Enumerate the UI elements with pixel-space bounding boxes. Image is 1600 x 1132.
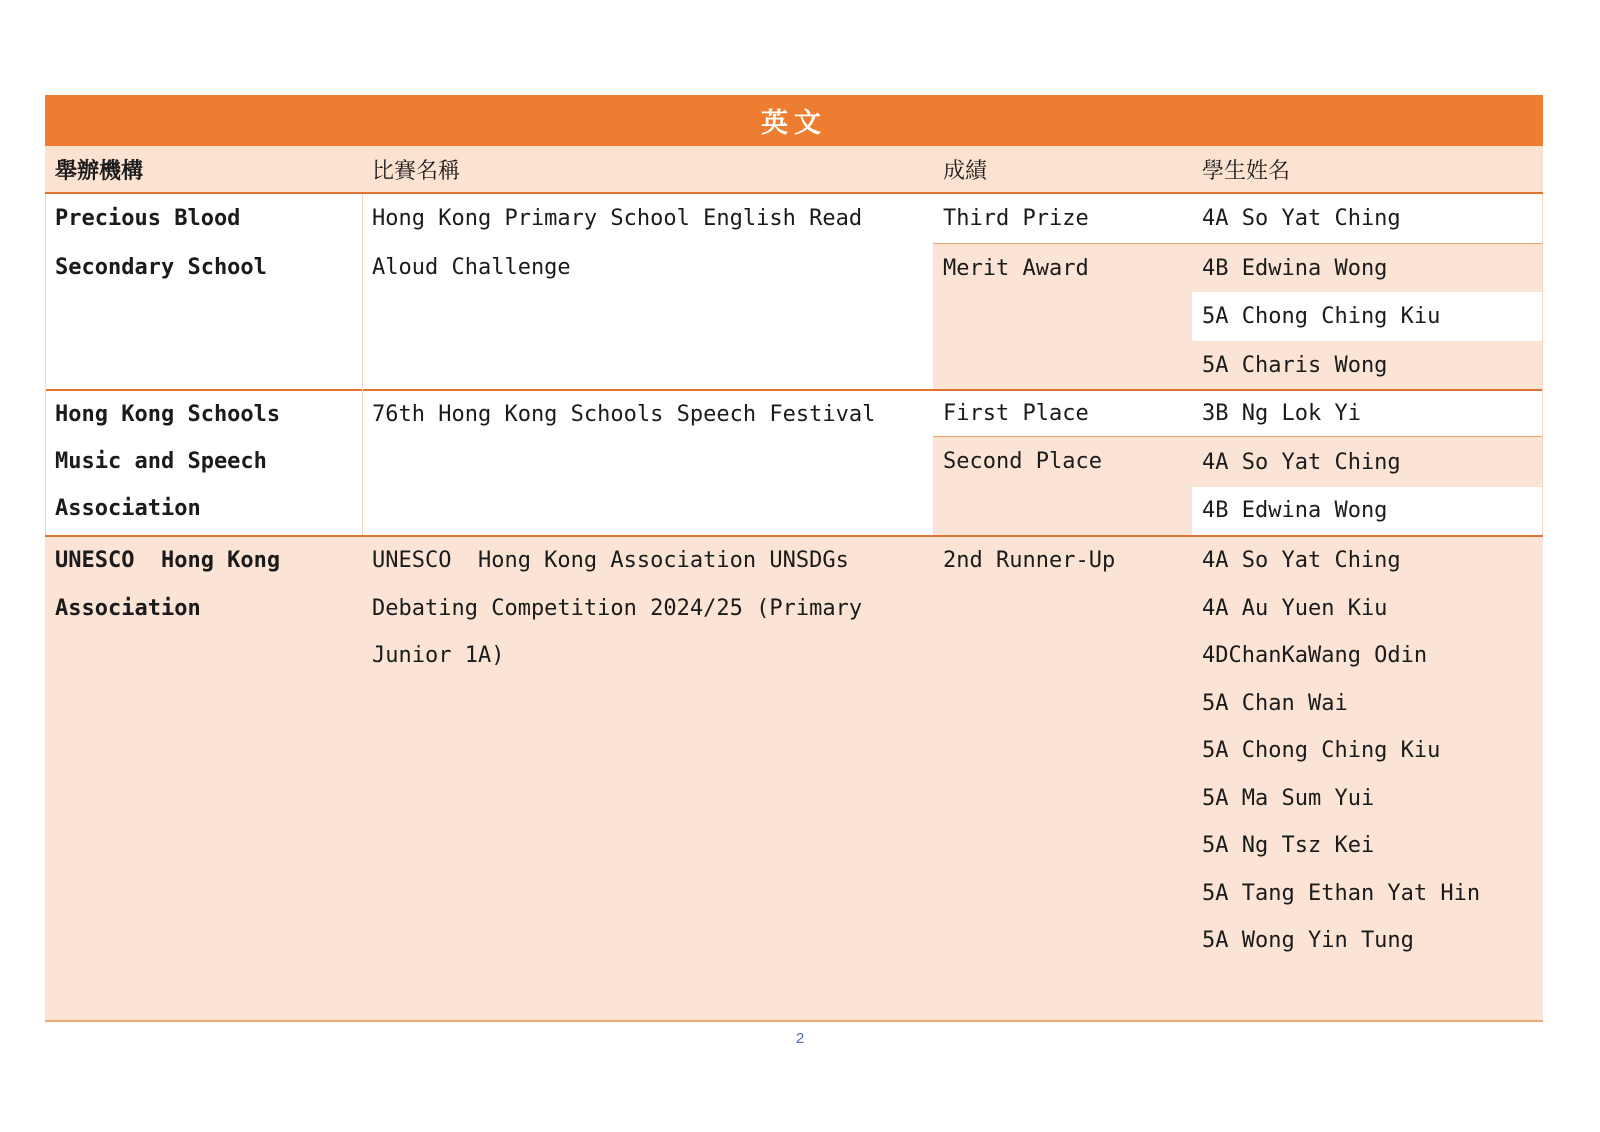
student-name: 4B Edwina Wong bbox=[1202, 255, 1388, 281]
competition-line: Debating Competition 2024/25 (Primary bbox=[372, 595, 863, 621]
competition-cell bbox=[362, 537, 933, 697]
awards-table bbox=[45, 95, 1543, 1022]
award-label: Second Place bbox=[943, 448, 1102, 474]
student-name: 4A So Yat Ching bbox=[1202, 548, 1401, 574]
student-cell bbox=[1192, 537, 1543, 977]
student-name: 5A Chan Wai bbox=[1202, 690, 1348, 716]
organizer-line: Secondary School bbox=[55, 255, 267, 280]
student-cell bbox=[1192, 292, 1543, 341]
column-header-result: 成績 bbox=[943, 158, 988, 184]
organizer-line: Music and Speech bbox=[55, 449, 267, 474]
award-cell bbox=[933, 537, 1192, 597]
column-separator bbox=[1542, 194, 1543, 535]
organizer-line: Hong Kong Schools bbox=[55, 402, 281, 427]
competition-line: Aloud Challenge bbox=[372, 255, 571, 280]
competition-line: Junior 1A) bbox=[372, 643, 505, 669]
award-label: Merit Award bbox=[943, 256, 1089, 281]
column-header-competition: 比賽名稱 bbox=[372, 158, 461, 184]
organizer-line: Association bbox=[55, 496, 201, 521]
student-name: 5A Charis Wong bbox=[1202, 352, 1388, 378]
column-header-row bbox=[45, 146, 1543, 192]
student-name: 5A Chong Ching Kiu bbox=[1202, 304, 1441, 329]
student-name: 5A Ng Tsz Kei bbox=[1202, 833, 1375, 859]
organizer-cell bbox=[45, 537, 362, 657]
page-number: 2 bbox=[795, 1030, 805, 1047]
student-cell bbox=[1192, 391, 1543, 436]
competition-cell bbox=[362, 194, 933, 389]
student-name: 5A Tang Ethan Yat Hin bbox=[1202, 880, 1481, 906]
column-header-student: 學生姓名 bbox=[1202, 158, 1291, 184]
student-name: 4B Edwina Wong bbox=[1202, 498, 1388, 523]
award-cell bbox=[933, 436, 1192, 535]
student-cell bbox=[1192, 243, 1543, 292]
organizer-line: Association bbox=[55, 595, 201, 621]
competition-line: UNESCO Hong Kong Association UNSDGs bbox=[372, 548, 849, 574]
organizer-line: UNESCO Hong Kong bbox=[55, 548, 281, 574]
student-name: 5A Chong Ching Kiu bbox=[1202, 738, 1441, 764]
organizer-cell bbox=[45, 194, 362, 389]
award-cell bbox=[933, 391, 1192, 436]
student-cell bbox=[1192, 436, 1543, 487]
table-title: 英文 bbox=[45, 95, 1543, 146]
competition-line: Hong Kong Primary School English Read bbox=[372, 206, 863, 231]
column-separator bbox=[45, 194, 46, 535]
award-label: First Place bbox=[943, 401, 1089, 426]
student-cell bbox=[1192, 341, 1543, 389]
award-cell bbox=[933, 243, 1192, 389]
column-header-organizer: 舉辦機構 bbox=[55, 158, 144, 184]
student-cell bbox=[1192, 487, 1543, 535]
column-separator bbox=[362, 194, 363, 535]
student-name: 3B Ng Lok Yi bbox=[1202, 401, 1361, 426]
award-label: 2nd Runner-Up bbox=[943, 548, 1116, 574]
competition-line: 76th Hong Kong Schools Speech Festival bbox=[372, 402, 876, 427]
student-name: 5A Ma Sum Yui bbox=[1202, 785, 1375, 811]
organizer-cell bbox=[45, 391, 362, 535]
student-name: 5A Wong Yin Tung bbox=[1202, 928, 1414, 954]
student-cell bbox=[1192, 194, 1543, 243]
student-name: 4A Au Yuen Kiu bbox=[1202, 595, 1388, 621]
award-label: Third Prize bbox=[943, 206, 1089, 231]
award-cell bbox=[933, 194, 1192, 243]
student-name: 4DChanKaWang Odin bbox=[1202, 643, 1428, 669]
competition-cell bbox=[362, 391, 933, 535]
student-name: 4A So Yat Ching bbox=[1202, 206, 1401, 231]
student-name: 4A So Yat Ching bbox=[1202, 449, 1401, 475]
organizer-line: Precious Blood bbox=[55, 206, 241, 231]
table-bottom-border bbox=[45, 1020, 1543, 1022]
